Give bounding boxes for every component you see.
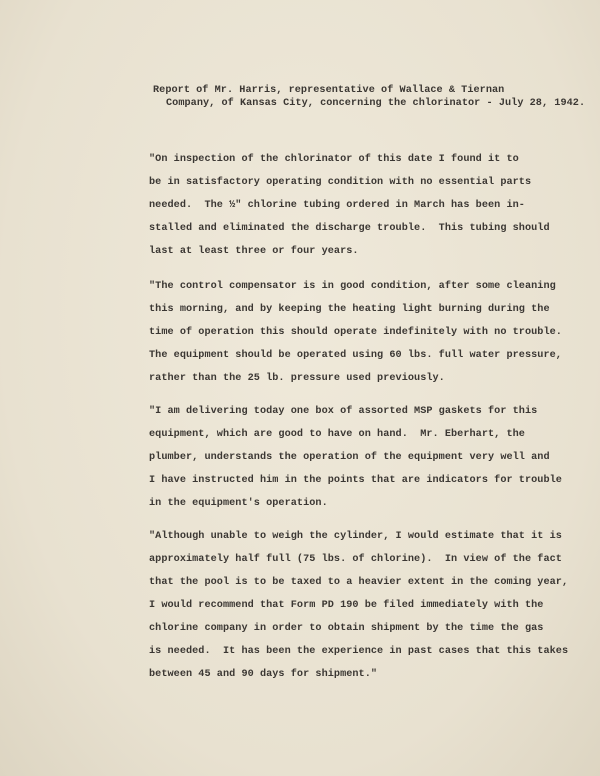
paragraph-line: that the pool is to be taxed to a heavier extent in the coming year, — [149, 577, 569, 588]
paragraph-line: equipment, which are good to have on hand. Mr. Eberhart, the — [149, 429, 525, 440]
paragraph-line: I would recommend that Form PD 190 be filed immediately with the — [149, 600, 544, 611]
paragraph-line: needed. The ½" chlorine tubing ordered in March has been in- — [149, 200, 525, 211]
paragraph-line: "Although unable to weigh the cylinder, I would estimate that it is — [149, 531, 562, 542]
paragraph-line: time of operation this should operate indefinitely with no trouble. — [149, 327, 562, 338]
paragraph-line: approximately half full (75 lbs. of chlorine). In view of the fact — [149, 554, 562, 565]
paragraph-line: "The control compensator is in good condition, after some cleaning — [149, 281, 556, 292]
paragraph-line: be in satisfactory operating condition with no essential parts — [149, 177, 532, 188]
paragraph-line: rather than the 25 lb. pressure used previously. — [149, 373, 445, 384]
paragraph-line: "On inspection of the chlorinator of this date I found it to — [149, 154, 519, 165]
paragraph-line: chlorine company in order to obtain shipment by the time the gas — [149, 623, 544, 634]
paragraph-line: I have instructed him in the points that are indicators for trouble — [149, 475, 562, 486]
paragraph-line: this morning, and by keeping the heating light burning during the — [149, 304, 550, 315]
paragraph-line: stalled and eliminated the discharge trouble. This tubing should — [149, 223, 550, 234]
paragraph-line: is needed. It has been the experience in past cases that this takes — [149, 646, 569, 657]
paragraph-line: last at least three or four years. — [149, 246, 359, 257]
paragraph-line: The equipment should be operated using 60 lbs. full water pressure, — [149, 350, 562, 361]
heading-line: Company, of Kansas City, concerning the chlorinator - July 28, 1942. — [166, 98, 586, 109]
heading-line: Report of Mr. Harris, representative of Wallace & Tiernan — [153, 85, 505, 96]
paragraph-line: "I am delivering today one box of assorted MSP gaskets for this — [149, 406, 538, 417]
paragraph-line: between 45 and 90 days for shipment." — [149, 669, 378, 680]
paragraph-line: plumber, understands the operation of the equipment very well and — [149, 452, 550, 463]
paragraph-line: in the equipment's operation. — [149, 498, 328, 509]
